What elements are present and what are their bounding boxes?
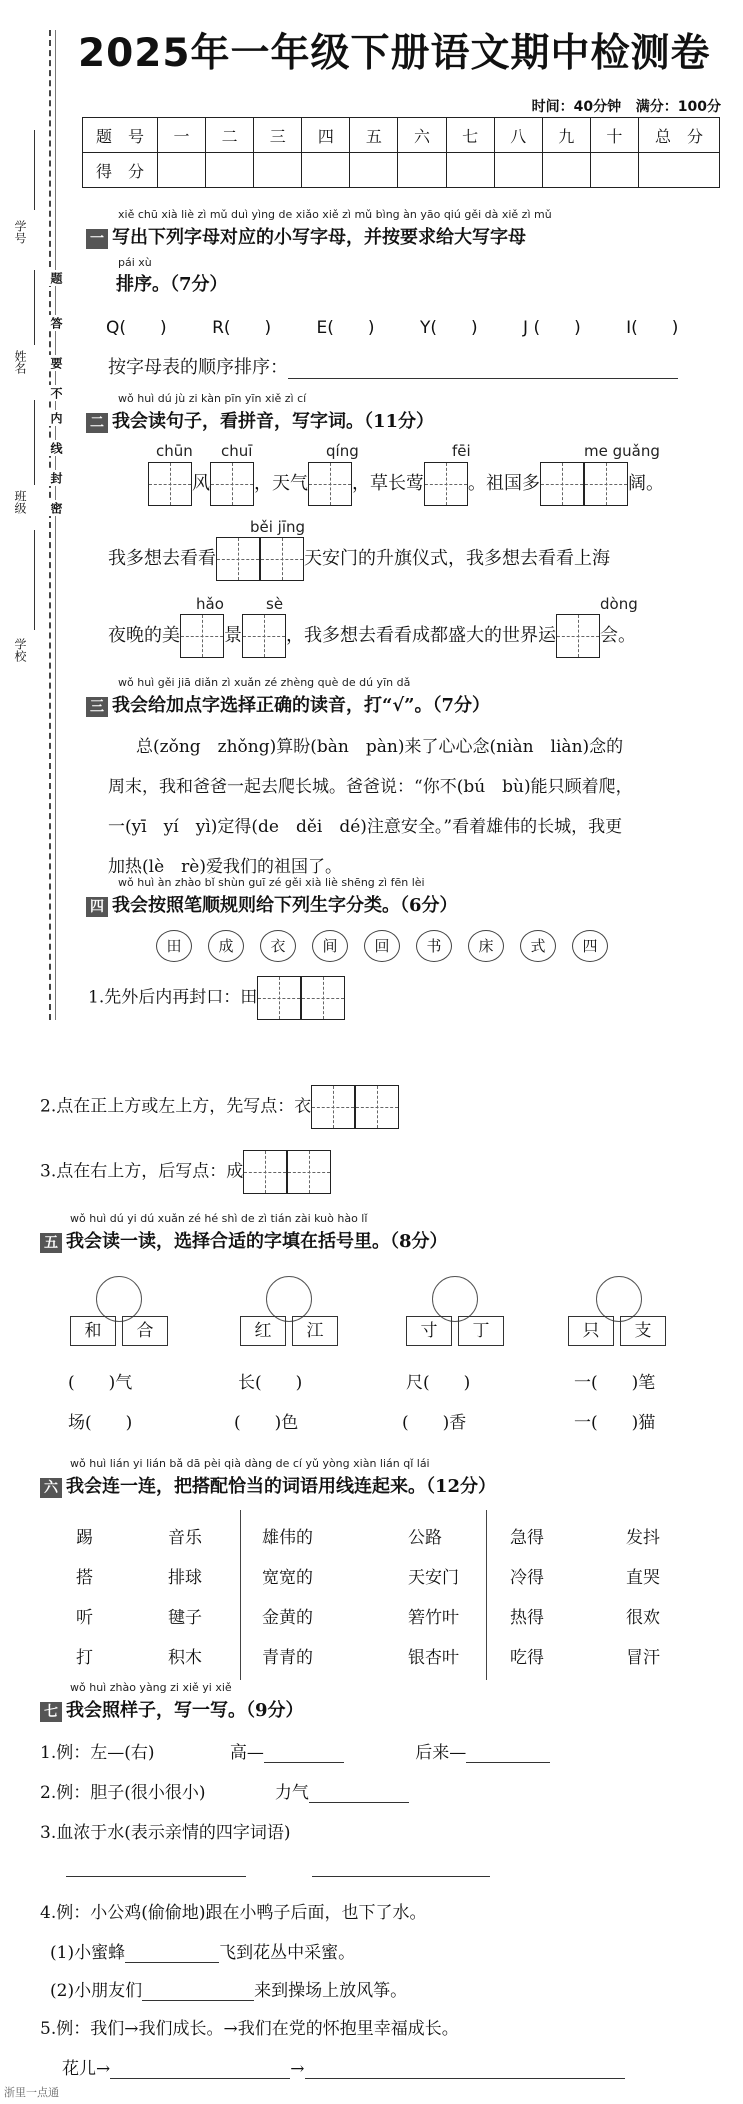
prompt-text: 力气 [274, 1783, 309, 1803]
answer-line[interactable] [142, 1982, 254, 2001]
score-header-cell: 五 [350, 118, 398, 153]
letter-item[interactable]: I( ) [626, 318, 679, 338]
sort-label: 按字母表的顺序排序： [108, 357, 288, 378]
letter-item[interactable]: J ( ) [523, 318, 581, 338]
s1-sort [108, 353, 678, 379]
s5-heading [40, 1227, 448, 1253]
tianzi-box[interactable] [301, 976, 345, 1020]
s7-text: 我会照样子，写一写。（9分） [66, 1700, 304, 1721]
match-word[interactable]: 冷得 [510, 1568, 544, 1588]
answer-line[interactable] [110, 2060, 290, 2079]
s1-text2: 排序。（7分） [116, 274, 228, 295]
tianzi-box[interactable] [584, 462, 628, 506]
match-word[interactable]: 积木 [168, 1648, 202, 1668]
score-cell[interactable] [254, 153, 302, 188]
exam-meta [532, 96, 721, 116]
s3-line: 周末，我和爸爸一起去爬长城。爸爸说：“你不(bú bù)能只顾着爬， [108, 777, 633, 797]
match-word[interactable]: 热得 [510, 1608, 544, 1628]
choice-char: 和 [70, 1316, 116, 1346]
match-word[interactable]: 打 [76, 1648, 93, 1668]
score-header-cell: 八 [494, 118, 542, 153]
s4-q3-label: 3.点在右上方，后写点：成 [40, 1161, 244, 1182]
s3-text: 我会给加点字选择正确的读音，打“√”。（7分） [112, 695, 491, 716]
pinyin-dong: dòng [600, 595, 638, 613]
time-label: 时间：40分钟 [531, 99, 622, 115]
seal-char: 密 [49, 502, 63, 514]
score-header-cell: 七 [446, 118, 494, 153]
s3-line: 一(yī yí yì)定得(de děi dé)注意安全。”看着雄伟的长城，我更 [108, 817, 623, 837]
letter-item[interactable]: Y( ) [419, 318, 478, 338]
fill-blank[interactable]: 尺( ) [406, 1373, 471, 1393]
s2-text-fragment: 景 [224, 625, 242, 646]
s5-text: 我会读一读，选择合适的字填在括号里。（8分） [66, 1231, 448, 1252]
s1-letters [106, 313, 678, 338]
snail-char: 式 [520, 930, 556, 962]
score-cell[interactable] [398, 153, 446, 188]
match-word[interactable]: 天安门 [408, 1568, 459, 1588]
pinyin-chun: chūn [156, 442, 193, 460]
snail-char: 四 [572, 930, 608, 962]
s3-number: 三 [86, 697, 108, 717]
score-cell[interactable] [446, 153, 494, 188]
s7-e5a [62, 2054, 625, 2079]
s2-heading [86, 407, 434, 433]
match-word[interactable]: 很欢 [626, 1608, 660, 1628]
tianzi-box[interactable] [311, 1085, 355, 1129]
seal-char: 要 [49, 357, 63, 369]
fill-blank[interactable]: 长( ) [238, 1373, 303, 1393]
snail-char: 成 [208, 930, 244, 962]
s7-e5: 5.例：我们→我们成长。→我们在党的怀抱里幸福成长。 [40, 2019, 459, 2039]
match-word[interactable]: 雄伟的 [262, 1528, 313, 1548]
page-title: 2025年一年级下册语文期中检测卷 [78, 31, 711, 76]
match-word[interactable]: 公路 [408, 1528, 442, 1548]
s2-pinyin: wǒ huì dú jù zi kàn pīn yīn xiě zì cí [118, 392, 307, 405]
answer-line[interactable] [125, 1944, 219, 1963]
snail-char: 衣 [260, 930, 296, 962]
s5-pinyin: wǒ huì dú yi dú xuǎn zé hé shì de zì tián zài kuò hào lǐ [70, 1212, 368, 1225]
tianzi-box[interactable] [308, 462, 352, 506]
match-word[interactable]: 毽子 [168, 1608, 202, 1628]
prompt-text: (1)小蜜蜂 [50, 1943, 126, 1963]
s1-number: 一 [86, 229, 108, 249]
fill-blank[interactable]: 一( )猫 [574, 1413, 656, 1433]
tianzi-box[interactable] [540, 462, 584, 506]
s4-q1 [88, 976, 345, 1020]
score-header-cell: 四 [302, 118, 350, 153]
s2-text-fragment: ，天气 [254, 473, 308, 494]
seal-char: 不 [49, 387, 63, 399]
fill-blank[interactable]: 一( )笔 [574, 1373, 656, 1393]
seal-char: 答 [49, 317, 63, 329]
s7-e4a [50, 1938, 355, 1963]
snail-char: 床 [468, 930, 504, 962]
score-cell[interactable] [542, 153, 590, 188]
s4-q2 [40, 1085, 399, 1129]
prompt-text: (2)小朋友们 [50, 1981, 143, 2001]
answer-line[interactable] [66, 1858, 246, 1877]
letter-item[interactable]: R( ) [212, 318, 272, 338]
field-class: 班级 [13, 490, 27, 514]
score-header-cell: 十 [590, 118, 638, 153]
match-word[interactable]: 排球 [168, 1568, 202, 1588]
example-text: 2.例：胆子(很小很小) [40, 1783, 206, 1803]
choice-char: 江 [292, 1316, 338, 1346]
seal-char: 内 [49, 412, 63, 424]
s7-e2 [40, 1778, 409, 1803]
match-col-5 [510, 1518, 544, 1678]
s2-line1 [148, 462, 664, 506]
s1-heading [86, 223, 526, 249]
s2-text-fragment: ，草长莺 [352, 473, 424, 494]
score-cell[interactable] [206, 153, 254, 188]
field-line [34, 270, 35, 345]
score-label: 满分：100分 [635, 99, 721, 115]
score-row-label: 得 分 [83, 153, 158, 188]
match-col-1 [76, 1518, 106, 1678]
s3-line: 加热(lè rè)爱我们的祖国了。 [108, 857, 342, 877]
score-header-cell: 题 号 [83, 118, 158, 153]
score-cell[interactable] [590, 153, 638, 188]
sort-answer-line[interactable] [288, 358, 678, 379]
match-word[interactable]: 金黄的 [262, 1608, 313, 1628]
s4-q1-label: 1.先外后内再封口：田 [88, 987, 258, 1008]
s2-number: 二 [86, 413, 108, 433]
pinyin-se: sè [266, 595, 284, 613]
match-word[interactable]: 吃得 [510, 1648, 544, 1668]
field-student-number: 学号 [13, 220, 27, 244]
s2-text-fragment: ，我多想去看看成都盛大的世界运 [286, 625, 556, 646]
prompt-text: → [290, 2059, 305, 2079]
answer-line[interactable] [264, 1744, 344, 1763]
pinyin-qing: qíng [326, 442, 359, 460]
s4-q3 [40, 1150, 331, 1194]
s7-e3: 3.血浓于水(表示亲情的四字词语) [40, 1823, 291, 1843]
s7-e4: 4.例：小公鸡(偷偷地)跟在小鸭子后面，也下了水。 [40, 1903, 427, 1923]
column-divider [240, 1510, 241, 1680]
answer-line[interactable] [309, 1784, 409, 1803]
score-header-cell: 九 [542, 118, 590, 153]
pinyin-fei: fēi [452, 442, 471, 460]
score-cell[interactable] [494, 153, 542, 188]
field-line [34, 400, 35, 485]
s2-text-fragment: 会。 [600, 625, 636, 646]
field-school: 学校 [13, 638, 27, 662]
match-col-6 [626, 1518, 660, 1678]
tianzi-box[interactable] [355, 1085, 399, 1129]
pinyin-hao: hǎo [196, 595, 224, 613]
s3-heading [86, 691, 490, 717]
match-word[interactable]: 宽宽的 [262, 1568, 313, 1588]
tianzi-box[interactable] [556, 614, 600, 658]
snail-char: 回 [364, 930, 400, 962]
match-col-2 [168, 1518, 202, 1678]
s7-pinyin: wǒ huì zhào yàng zi xiě yi xiě [70, 1681, 232, 1694]
s6-text: 我会连一连，把搭配恰当的词语用线连起来。（12分） [66, 1476, 497, 1497]
tianzi-box[interactable] [216, 537, 260, 581]
answer-line[interactable] [305, 2060, 625, 2079]
s2-text-fragment: 。祖国多 [468, 473, 540, 494]
field-name: 姓名 [13, 350, 27, 374]
tianzi-box[interactable] [180, 614, 224, 658]
s7-e4b [50, 1976, 407, 2001]
score-cell[interactable] [350, 153, 398, 188]
match-word[interactable]: 直哭 [626, 1568, 660, 1588]
match-word[interactable]: 音乐 [168, 1528, 202, 1548]
tianzi-box[interactable] [424, 462, 468, 506]
prompt-text: 来到操场上放风筝。 [254, 1981, 408, 2001]
tianzi-box[interactable] [260, 537, 304, 581]
choice-char: 只 [568, 1316, 614, 1346]
s6-number: 六 [40, 1478, 62, 1498]
score-cell[interactable] [639, 153, 720, 188]
snail-char: 书 [416, 930, 452, 962]
score-cell[interactable] [158, 153, 206, 188]
match-col-3 [262, 1518, 313, 1678]
s4-q2-label: 2.点在正上方或左上方，先写点：衣 [40, 1096, 312, 1117]
s4-heading [86, 891, 458, 917]
match-word[interactable]: 踢 [76, 1528, 93, 1548]
s7-heading [40, 1696, 304, 1722]
s2-text-fragment: 我多想去看看 [108, 548, 216, 569]
s2-line2 [108, 537, 610, 581]
score-header-cell: 一 [158, 118, 206, 153]
s2-line3 [108, 614, 636, 658]
s1-pinyin2: pái xù [118, 256, 152, 269]
snail-char: 间 [312, 930, 348, 962]
pinyin-chui: chuī [221, 442, 253, 460]
s7-e1 [40, 1738, 550, 1763]
match-word[interactable]: 听 [76, 1608, 93, 1628]
prompt-text: 飞到花丛中采蜜。 [219, 1943, 356, 1963]
example-text: 1.例：左—(右) [40, 1743, 155, 1763]
field-line [34, 130, 35, 210]
s2-text: 我会读句子，看拼音，写字词。（11分） [112, 411, 435, 432]
s1-pinyin: xiě chū xià liè zì mǔ duì yìng de xiǎo xiě zì mǔ bìng àn yāo qiú gěi dà xiě zì mǔ [118, 208, 552, 221]
binding-line [55, 30, 56, 1020]
s3-pinyin: wǒ huì gěi jiā diǎn zì xuǎn zé zhèng què de dú yīn dǎ [118, 676, 411, 689]
answer-line[interactable] [466, 1744, 550, 1763]
fill-blank[interactable]: ( )色 [234, 1413, 299, 1433]
field-line [34, 530, 35, 630]
prompt-text: 花儿→ [62, 2059, 111, 2079]
tianzi-box[interactable] [210, 462, 254, 506]
fill-blank[interactable]: ( )香 [402, 1413, 467, 1433]
match-word[interactable]: 银杏叶 [408, 1648, 459, 1668]
s2-text-fragment: 天安门的升旗仪式，我多想去看看上海 [304, 548, 610, 569]
choice-char: 支 [620, 1316, 666, 1346]
match-word[interactable]: 搭 [76, 1568, 93, 1588]
tianzi-box[interactable] [257, 976, 301, 1020]
s4-text: 我会按照笔顺规则给下列生字分类。（6分） [112, 895, 458, 916]
tianzi-box[interactable] [242, 614, 286, 658]
s2-text-fragment: 阔。 [628, 473, 664, 494]
score-header-cell: 总 分 [639, 118, 720, 153]
seal-char: 题 [49, 272, 63, 284]
match-word[interactable]: 冒汗 [626, 1648, 660, 1668]
snail-chars [156, 930, 624, 962]
tianzi-box[interactable] [287, 1150, 331, 1194]
letter-item[interactable]: E( ) [316, 318, 375, 338]
s4-pinyin: wǒ huì àn zhào bǐ shùn guī zé gěi xià liè shēng zì fēn lèi [118, 876, 425, 889]
choice-char: 红 [240, 1316, 286, 1346]
s2-text-fragment: 风 [192, 473, 210, 494]
s3-line: 总(zǒng zhǒng)算盼(bàn pàn)来了心心念(niàn liàn)念的 [136, 737, 624, 757]
match-word[interactable]: 青青的 [262, 1648, 313, 1668]
tianzi-box[interactable] [243, 1150, 287, 1194]
letter-item[interactable]: Q( ) [106, 318, 167, 338]
choice-char: 丁 [458, 1316, 504, 1346]
choice-char: 合 [122, 1316, 168, 1346]
s2-text-fragment: 夜晚的美 [108, 625, 180, 646]
match-word[interactable]: 箬竹叶 [408, 1608, 459, 1628]
fill-blank[interactable]: ( )气 [68, 1373, 133, 1393]
s4-number: 四 [86, 897, 108, 917]
score-header-cell: 三 [254, 118, 302, 153]
choice-char: 寸 [406, 1316, 452, 1346]
footer-watermark: 浙里一点通 [4, 2086, 59, 2099]
prompt-text: 高— [229, 1743, 264, 1763]
score-table [82, 117, 720, 188]
binding-dashed-line [49, 30, 51, 1020]
score-header-cell: 六 [398, 118, 446, 153]
binding-strip [0, 0, 62, 1050]
s5-number: 五 [40, 1233, 62, 1253]
prompt-text: 后来— [415, 1743, 467, 1763]
answer-line[interactable] [312, 1858, 490, 1877]
column-divider [486, 1510, 487, 1680]
match-word[interactable]: 急得 [510, 1528, 544, 1548]
pinyin-meguang: me guǎng [584, 442, 660, 460]
seal-char: 封 [49, 472, 63, 484]
s7-number: 七 [40, 1702, 62, 1722]
tianzi-box[interactable] [148, 462, 192, 506]
match-word[interactable]: 发抖 [626, 1528, 660, 1548]
match-col-4 [408, 1518, 459, 1678]
score-header-cell: 二 [206, 118, 254, 153]
snail-char: 田 [156, 930, 192, 962]
pinyin-beijing: běi jīng [250, 518, 306, 536]
fill-blank[interactable]: 场( ) [68, 1413, 133, 1433]
s1-text: 写出下列字母对应的小写字母，并按要求给大写字母 [112, 227, 526, 248]
s6-pinyin: wǒ huì lián yi lián bǎ dā pèi qià dàng de cí yǔ yòng xiàn lián qǐ lái [70, 1457, 430, 1470]
seal-char: 线 [49, 442, 63, 454]
score-cell[interactable] [302, 153, 350, 188]
s6-heading [40, 1472, 496, 1498]
